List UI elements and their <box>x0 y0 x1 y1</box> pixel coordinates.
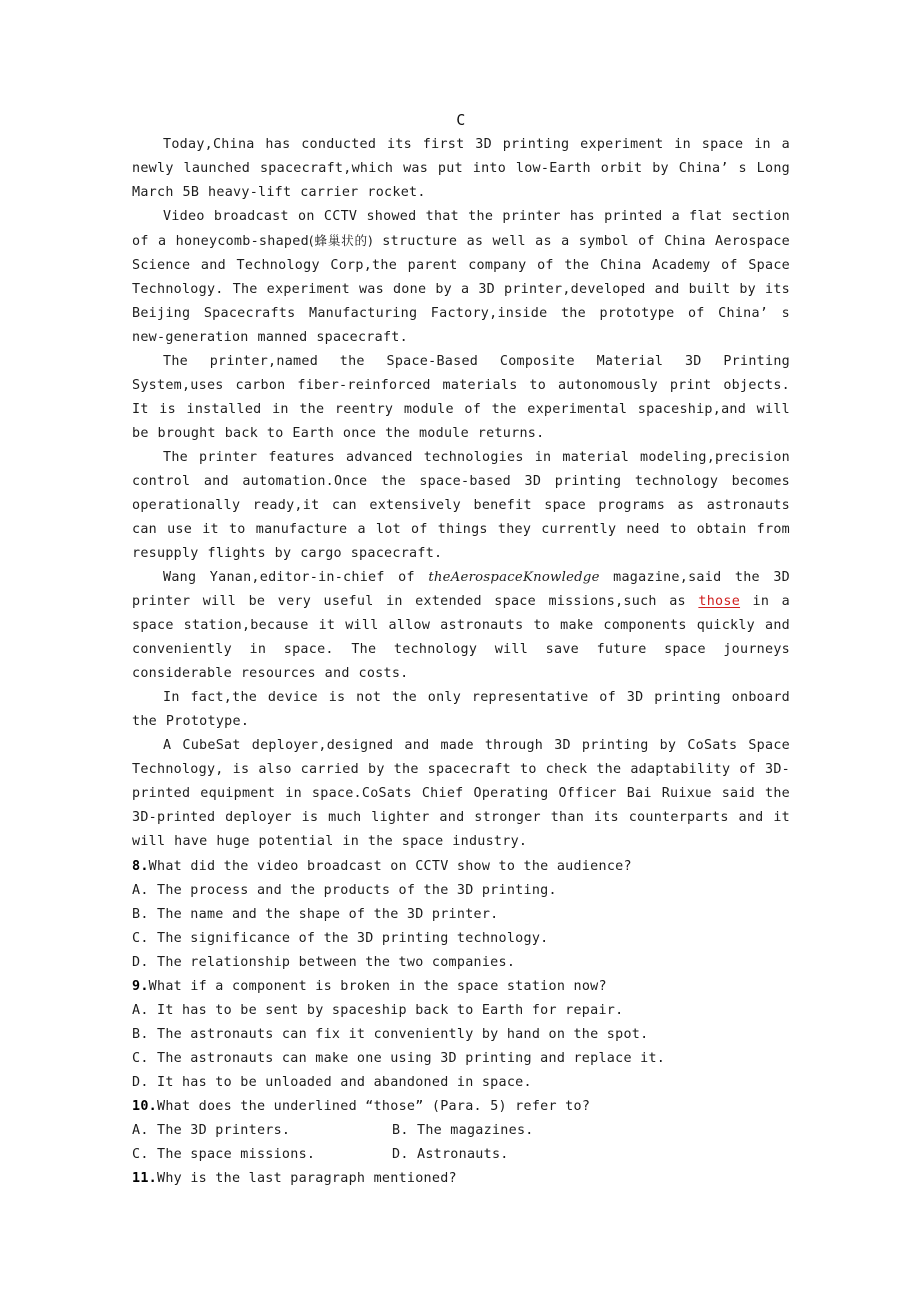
article-paragraph <box>132 566 790 686</box>
answer-option[interactable]: B. The astronauts can fix it conveniently by hand on the spot. <box>132 1027 649 1042</box>
paragraph-text: Wang Yanan,editor-in-chief of <box>163 570 429 585</box>
article-paragraph <box>132 205 790 350</box>
question-number: 9. <box>132 979 149 994</box>
article-paragraph <box>132 734 790 854</box>
paragraph-text: The printer features advanced technologies in material modeling,precision control and automation.Once the space-based 3D printing technology becomes operationally ready,it can extensively benefit space programs as astronauts can use it to manufacture a lot of things they currently need to obtain from resupply flights by cargo spacecraft. <box>132 450 790 561</box>
paragraph-text: The printer,named the Space-Based Composite Material 3D Printing System,uses carbon fiber-reinforced materials to autonomously print objects. It is installed in the reentry module of the experimental spaceship,and will be brought back to Earth once the module returns. <box>132 354 790 441</box>
paragraph-text: A CubeSat deployer,designed and made through 3D printing by CoSats Space Technology, is also carried by the spacecraft to check the adaptability of 3D-printed equipment in space.CoSats Chief Operating Officer Bai Ruixue said the 3D-printed deployer is much lighter and stronger than its counterparts and it will have huge potential in the space industry. <box>132 738 790 849</box>
paragraph-text: structure as well as a symbol of China Aerospace Science and Technology Corp,the parent company of the China Academy of Space Technology. The experiment was done by a 3D printer,developed and built by its Beijing Spacecrafts Manufacturing Factory,inside the prototype of China’ s new-generation manned spacecraft. <box>132 234 790 345</box>
question-stem <box>132 1167 790 1191</box>
article-paragraph <box>132 350 790 446</box>
article-paragraph <box>132 686 790 734</box>
underlined-reference-link[interactable]: those <box>698 594 741 609</box>
question-text: Why is the last paragraph mentioned? <box>157 1171 457 1186</box>
chinese-gloss: (蜂巢状的) <box>308 233 373 248</box>
document-content <box>132 108 790 1191</box>
magazine-title: theAerospaceKnowledge <box>428 570 600 585</box>
answer-option[interactable]: A. It has to be sent by spaceship back to Earth for repair. <box>132 1003 624 1018</box>
article-paragraph <box>132 446 790 566</box>
question-stem <box>132 855 790 879</box>
question-number: 10. <box>132 1099 157 1114</box>
question-text: What if a component is broken in the space station now? <box>148 979 607 994</box>
paragraph-text: Today,China has conducted its first 3D printing experiment in space in a newly launched spacecraft,which was put into low-Earth orbit by China’ s Long March 5B heavy-lift carrier rocket. <box>132 137 790 200</box>
question-number: 8. <box>132 859 149 874</box>
answer-option[interactable]: D. It has to be unloaded and abandoned in space. <box>132 1075 532 1090</box>
question-stem <box>132 1095 790 1119</box>
answer-option[interactable]: B. The magazines. <box>392 1123 534 1138</box>
option-row <box>132 1119 790 1143</box>
question-text: What did the video broadcast on CCTV show to the audience? <box>148 859 632 874</box>
question-stem <box>132 975 790 999</box>
answer-option[interactable]: A. The process and the products of the 3D printing. <box>132 883 557 898</box>
answer-option[interactable]: D. The relationship between the two companies. <box>132 955 516 970</box>
answer-option[interactable]: C. The astronauts can make one using 3D printing and replace it. <box>132 1051 666 1066</box>
question-list <box>132 855 790 1191</box>
answer-option[interactable]: D. Astronauts. <box>392 1147 509 1162</box>
article-paragraph <box>132 133 790 205</box>
paragraph-text: in a space station,because it will allow astronauts to make components quickly and conveniently in space. The technology will save future space journeys considerable resources and costs. <box>132 594 790 681</box>
answer-option[interactable]: A. The 3D printers. <box>132 1123 291 1138</box>
article-body <box>132 133 790 854</box>
answer-option[interactable]: C. The significance of the 3D printing technology. <box>132 931 549 946</box>
paragraph-text: Video broadcast on CCTV showed that the printer has printed a flat section of a honeycomb-shaped <box>132 209 790 249</box>
answer-option[interactable]: B. The name and the shape of the 3D printer. <box>132 907 499 922</box>
answer-option[interactable]: C. The space missions. <box>132 1147 316 1162</box>
question-text: What does the underlined “those” (Para. 5) refer to? <box>157 1099 591 1114</box>
option-row <box>132 1143 790 1167</box>
question-number: 11. <box>132 1171 157 1186</box>
paragraph-text: In fact,the device is not the only representative of 3D printing onboard the Prototype. <box>132 690 790 729</box>
section-heading: C <box>456 111 466 129</box>
paragraph-text: magazine,said the 3D printer will be very useful in extended space missions,such as <box>132 570 790 609</box>
